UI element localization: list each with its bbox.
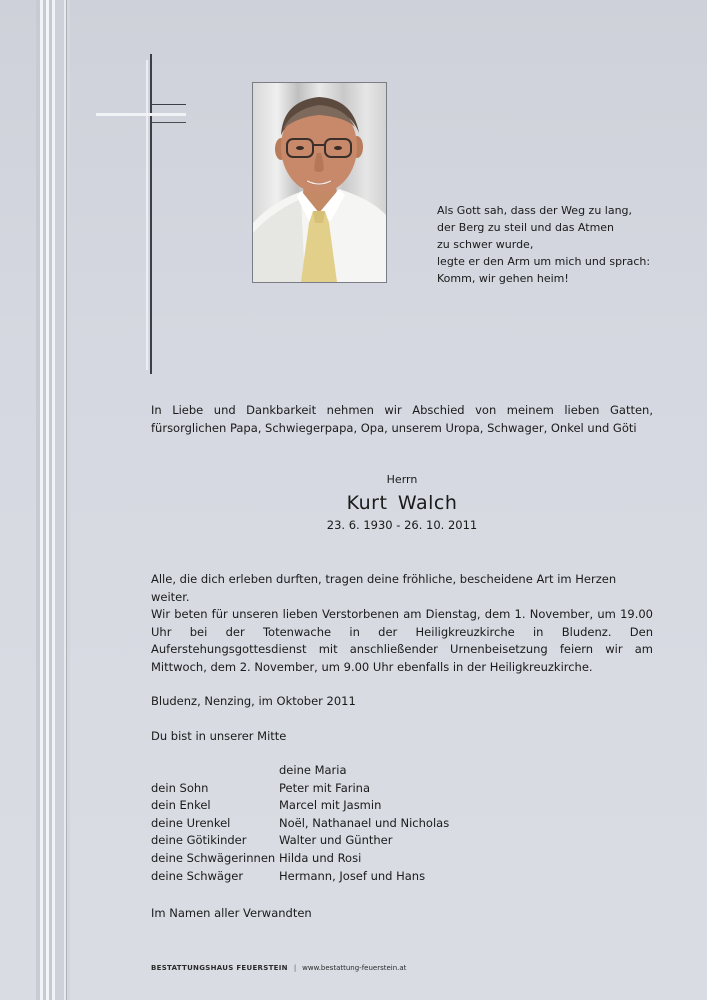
relation: dein Sohn (151, 780, 209, 795)
family-names: Hilda und Rosi (279, 850, 362, 865)
family-names: Peter mit Farina (279, 780, 370, 795)
family-names: Noël, Nathanael und Nicholas (279, 815, 450, 830)
relation: deine Urenkel (151, 815, 231, 830)
tribute-text: Alle, die dich erleben durften, tragen deine fröhliche, bescheidene Art im Herzen weiter. (151, 572, 617, 604)
family-names: Marcel mit Jasmin (279, 798, 382, 813)
signoff: Im Namen aller Verwandten (151, 906, 312, 920)
poem-line: Als Gott sah, dass der Weg zu lang, (437, 204, 633, 217)
deceased-name: Kurt Walch (346, 492, 458, 514)
relation: deine Schwäger (151, 868, 244, 883)
poem-line: Komm, wir gehen heim! (437, 272, 569, 285)
list-item (151, 833, 449, 851)
family-names: Walter und Günther (279, 833, 393, 848)
list-item (151, 763, 449, 781)
portrait-image (253, 83, 386, 282)
list-item (151, 781, 449, 799)
place-date: Bludenz, Nenzing, im Oktober 2011 (151, 694, 356, 708)
relation: dein Enkel (151, 798, 211, 813)
footer (151, 964, 406, 972)
intro-text: In Liebe und Dankbarkeit nehmen wir Abschied von meinem lieben Gatten, fürsorglichen Papa, Schwiegerpapa, Opa, unserem Uropa, Schwager, Onkel und Göti (151, 403, 653, 435)
service-text: Wir beten für unseren lieben Verstorbenen am Dienstag, dem 1. November, um 19.00 Uhr bei der Totenwache in der Heiligkreuzkirche in Bludenz. Den Auferstehungsgottesdienst mit anschließender Urnenbeisetzung feiern wir am Mittwoch, dem 2. November, um 9.00 Uhr ebenfalls in der Heiligkreuzkirche. (151, 607, 653, 674)
relation: deine Götikinder (151, 833, 247, 848)
closing-line: Du bist in unserer Mitte (151, 729, 287, 743)
poem-line: der Berg zu steil und das Atmen (437, 221, 615, 234)
list-item (151, 816, 449, 834)
poem-line: zu schwer wurde, (437, 238, 534, 251)
family-names: deine Maria (279, 763, 347, 777)
poem-line: legte er den Arm um mich und sprach: (437, 255, 651, 268)
footer-brand: BESTATTUNGSHAUS FEUERSTEIN (151, 964, 288, 972)
relation: deine Schwägerinnen (151, 850, 276, 865)
relation (151, 763, 279, 781)
family-names: Hermann, Josef und Hans (279, 868, 426, 883)
family-list (151, 763, 449, 886)
portrait-photo (252, 82, 387, 283)
list-item (151, 798, 449, 816)
footer-separator: | (293, 964, 297, 972)
list-item (151, 869, 449, 887)
list-item (151, 851, 449, 869)
footer-url[interactable]: www.bestattung-feuerstein.at (302, 964, 407, 972)
poem (437, 202, 677, 287)
life-dates: 23. 6. 1930 - 26. 10. 2011 (326, 518, 478, 532)
salutation: Herrn (386, 473, 418, 486)
decorative-stripes (36, 0, 70, 1000)
